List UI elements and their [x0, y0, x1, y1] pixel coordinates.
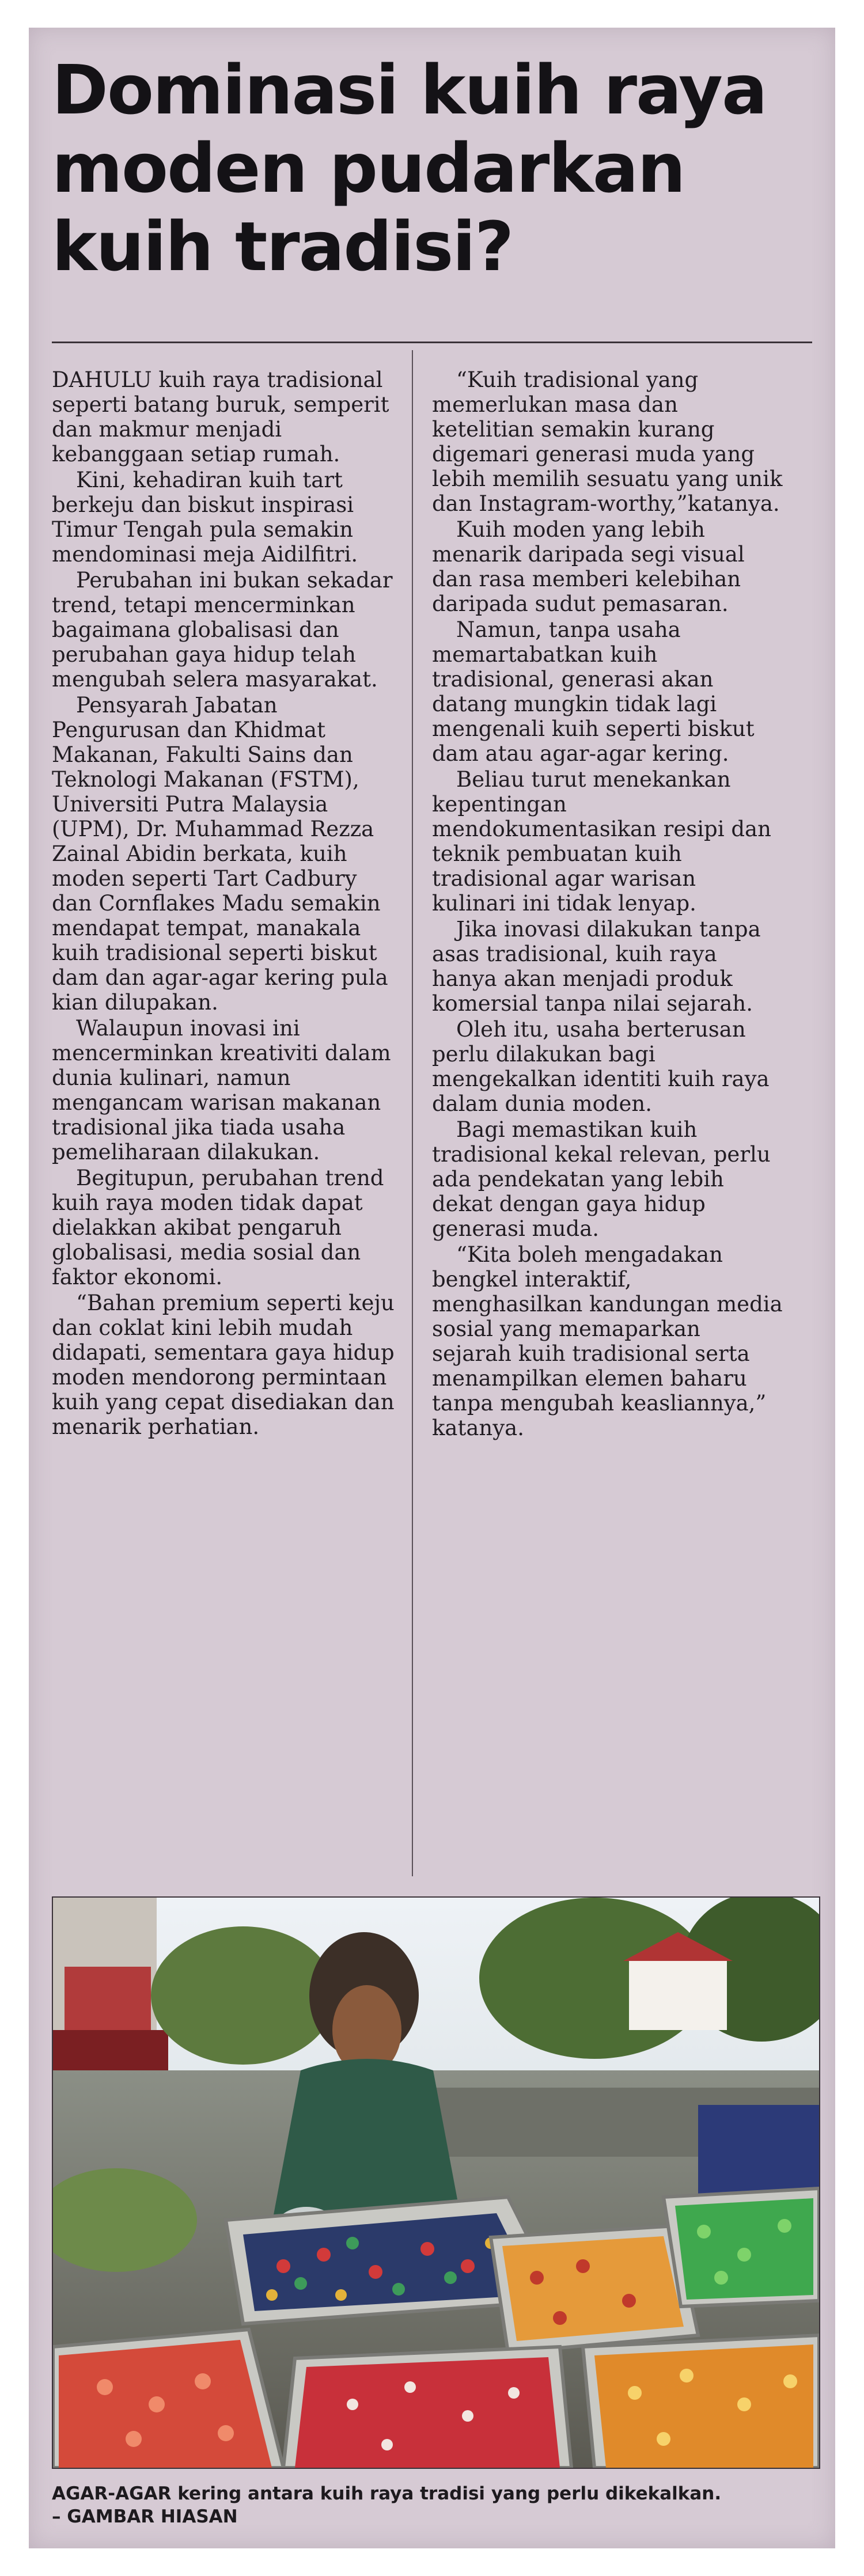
article-paragraph: Kuih moden yang lebih menarik daripada segi visual dan rasa memberi kelebihan daripada sudut pemasaran. — [432, 517, 745, 616]
headline: Dominasi kuih raya moden pudarkan kuih tradisi? — [52, 50, 767, 286]
article-paragraph: Begitupun, perubahan trend kuih raya moden tidak dapat dielakkan akibat pengaruh globalisasi, media sosial dan faktor ekonomi. — [52, 1166, 384, 1289]
article-paragraph: Walaupun inovasi ini mencerminkan kreativiti dalam dunia kulinari, namun mengancam warisan makanan tradisional jika tiada usaha pemeliharaan dilakukan. — [52, 1016, 391, 1164]
headline-rule — [52, 342, 812, 343]
caption-credit: – GAMBAR HIASAN — [52, 2506, 238, 2527]
article-paragraph: Jika inovasi dilakukan tanpa asas tradisional, kuih raya hanya akan menjadi produk komersial tanpa nilai sejarah. — [432, 917, 761, 1016]
article-paragraph: Beliau turut menekankan kepentingan mendokumentasikan resipi dan teknik pembuatan kuih tradisional agar warisan kulinari ini tidak lenyap. — [432, 767, 771, 916]
article-column-left — [52, 367, 403, 1865]
article-column-right — [432, 367, 783, 1865]
photo-caption — [52, 2482, 818, 2528]
article-paragraph — [52, 367, 403, 466]
article-paragraph: “Bahan premium seperti keju dan coklat kini lebih mudah didapati, sementara gaya hidup moden mendorong permintaan kuih yang cepat disediakan dan menarik perhatian. — [52, 1291, 395, 1439]
newspaper-clipping — [29, 28, 835, 2548]
article-paragraph: Perubahan ini bukan sekadar trend, tetapi mencerminkan bagaimana globalisasi dan perubahan gaya hidup telah mengubah selera masyarakat. — [52, 568, 393, 692]
article-paragraph: Pensyarah Jabatan Pengurusan dan Khidmat Makanan, Fakulti Sains dan Teknologi Makanan (FSTM), Universiti Putra Malaysia (UPM), Dr. Muhammad Rezza Zainal Abidin berkata, kuih moden seperti Tart Cadbury dan Cornflakes Madu semakin mendapat tempat, manakala kuih tradisional seperti biskut dam dan agar-agar kering pula kian dilupakan. — [52, 693, 388, 1015]
column-divider — [412, 350, 413, 1876]
article-paragraph: Namun, tanpa usaha memartabatkan kuih tradisional, generasi akan datang mungkin tidak lagi mengenali kuih seperti biskut dam atau agar-agar kering. — [432, 617, 755, 766]
lead-text: kuih raya tradisional seperti batang buruk, semperit dan makmur menjadi kebanggaan setiap rumah. — [52, 367, 389, 466]
article-paragraph: Oleh itu, usaha berterusan perlu dilakukan bagi mengekalkan identiti kuih raya dalam dunia moden. — [432, 1017, 770, 1116]
article-paragraph: Bagi memastikan kuih tradisional kekal relevan, perlu ada pendekatan yang lebih dekat dengan gaya hidup generasi muda. — [432, 1117, 771, 1241]
article-photo — [52, 1896, 820, 2469]
photo-illustration — [53, 1898, 819, 2468]
caption-text: AGAR-AGAR kering antara kuih raya tradisi yang perlu dikekalkan. — [52, 2483, 722, 2504]
article-paragraph: “Kuih tradisional yang memerlukan masa dan ketelitian semakin kurang digemari generasi muda yang lebih memilih sesuatu yang unik dan Instagram-worthy,”katanya. — [432, 367, 783, 516]
lead-word: DAHULU — [52, 367, 152, 392]
article-paragraph: “Kita boleh mengadakan bengkel interaktif, menghasilkan kandungan media sosial yang memaparkan sejarah kuih tradisional serta menampilkan elemen baharu tanpa mengubah keasliannya,” katanya. — [432, 1242, 783, 1440]
article-paragraph: Kini, kehadiran kuih tart berkeju dan biskut inspirasi Timur Tengah pula semakin mendominasi meja Aidilfitri. — [52, 468, 358, 567]
